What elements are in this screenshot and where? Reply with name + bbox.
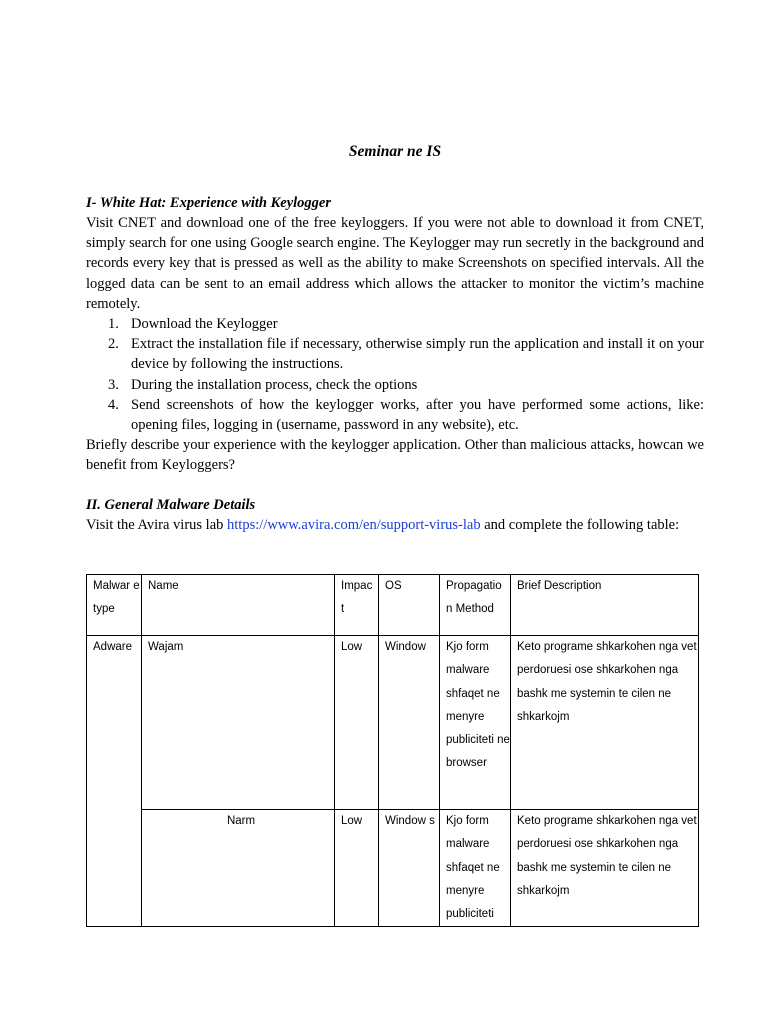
table-row: [87, 636, 699, 810]
table-row: [87, 810, 699, 927]
table-header-row: [87, 575, 699, 636]
cell-os: Window: [379, 636, 440, 810]
cell-type: Adware: [87, 636, 142, 927]
list-item: 4. Send screenshots of how the keylogger works, after you have performed some actions, like: opening files, logging in (username, password in any website), etc.: [108, 396, 704, 434]
header-name: Name: [142, 575, 335, 636]
header-propagation: Propagatio n Method: [440, 575, 511, 636]
section1-heading: I- White Hat: Experience with Keylogger: [86, 195, 332, 211]
section2-text: Visit the Avira virus lab https://www.avira.com/en/support-virus-lab and complete the following table:: [86, 517, 680, 533]
cell-os: Window s: [379, 810, 440, 927]
section1-intro: Visit CNET and download one of the free keyloggers. If you were not able to download it from CNET, simply search for one using Google search engine. The Keylogger may run secretly in the background and records every key that is pressed as well as the ability to make Screenshots on specified intervals. All the logged data can be sent to an email address which allows the attacker to monitor the victim’s machine remotely.: [86, 215, 704, 312]
cell-impact: Low: [335, 636, 379, 810]
list-item: 3. During the installation process, check the options: [108, 376, 418, 393]
malware-table: [86, 574, 699, 927]
cell-propagation: Kjo form malware shfaqet ne menyre publiciteti: [440, 810, 511, 927]
header-impact: Impac t: [335, 575, 379, 636]
cell-name: Narm: [142, 810, 335, 927]
cell-description: Keto programe shkarkohen nga vet perdoruesi ose shkarkohen nga bashk me systemin te cilen ne shkarkojm: [511, 636, 699, 810]
section1-outro: Briefly describe your experience with the keylogger application. Other than malicious attacks, howcan we benefit from Keyloggers?: [86, 437, 704, 474]
keylogger-steps: [86, 314, 704, 435]
header-malware-type: Malwar e type: [87, 575, 142, 636]
list-item: 2. Extract the installation file if necessary, otherwise simply run the application and install it on your device by following the instructions.: [108, 336, 704, 373]
list-item: 1. Download the Keylogger: [108, 316, 278, 332]
header-description: Brief Description: [511, 575, 699, 636]
document-title: Seminar ne IS: [348, 143, 442, 160]
cell-description: Keto programe shkarkohen nga vet perdoruesi ose shkarkohen nga bashk me systemin te cilen ne shkarkojm: [511, 810, 699, 927]
cell-propagation: Kjo form malware shfaqet ne menyre publiciteti ne browser: [440, 636, 511, 810]
cell-impact: Low: [335, 810, 379, 927]
section2-heading: II. General Malware Details: [86, 497, 256, 513]
avira-link[interactable]: https://www.avira.com/en/support-virus-lab: [227, 517, 481, 533]
cell-name: Wajam: [142, 636, 335, 810]
header-os: OS: [379, 575, 440, 636]
